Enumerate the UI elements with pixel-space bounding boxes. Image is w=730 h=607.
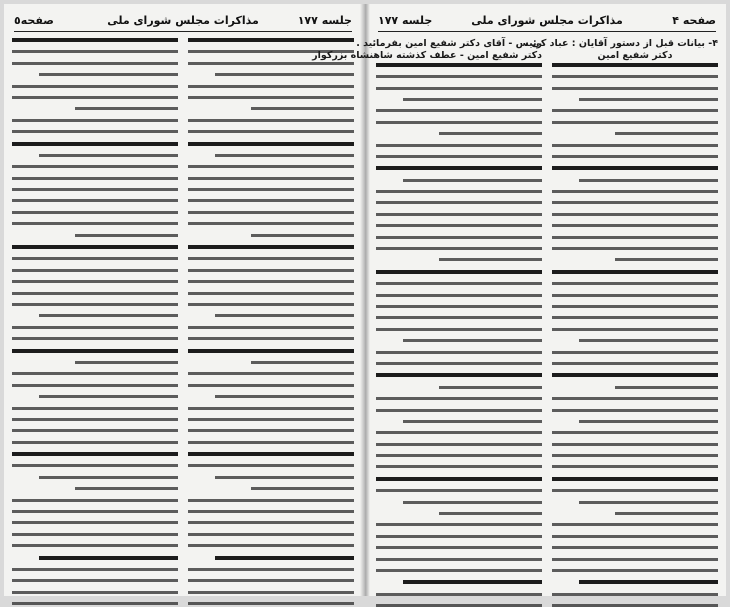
text-line: [12, 165, 178, 168]
text-line: [376, 213, 542, 216]
text-line: [376, 569, 542, 572]
text-line: [552, 109, 718, 112]
text-line: [552, 294, 718, 297]
text-line: [188, 165, 354, 168]
text-line: [215, 476, 354, 479]
text-line: [215, 314, 354, 317]
page-header-title: مذاكرات مجلس شوراى ملى: [471, 14, 623, 27]
text-line: [376, 546, 542, 549]
text-line: [12, 50, 178, 53]
text-line: [12, 62, 178, 65]
text-line: [552, 236, 718, 239]
text-line: [552, 155, 718, 158]
text-line: [12, 521, 178, 524]
text-line: [552, 121, 718, 124]
text-line: [12, 372, 178, 375]
text-line: [188, 130, 354, 133]
text-line: [188, 544, 354, 547]
text-line: [12, 38, 178, 42]
text-line: [12, 407, 178, 410]
text-line: [12, 510, 178, 513]
text-column-left: [12, 38, 178, 590]
right-page: [312, 4, 726, 596]
text-line: [552, 63, 718, 67]
text-line: [188, 269, 354, 272]
text-line: [12, 96, 178, 99]
text-line: [579, 501, 718, 504]
text-line: [12, 199, 178, 202]
text-line: [376, 558, 542, 561]
page-header: [378, 12, 716, 30]
page-header: [14, 12, 352, 30]
text-line: [552, 431, 718, 434]
text-line: [188, 38, 354, 42]
text-line: [12, 602, 178, 605]
text-line: [12, 85, 178, 88]
text-line: [376, 282, 542, 285]
text-line: [12, 188, 178, 191]
text-line: [215, 73, 354, 76]
text-line: [552, 270, 718, 274]
text-line: [75, 234, 178, 237]
text-line: [376, 351, 542, 354]
text-line: [376, 362, 542, 365]
text-line: [376, 593, 542, 596]
text-line: [12, 452, 178, 456]
text-line: [188, 568, 354, 571]
text-line: [12, 418, 178, 421]
text-line: [376, 236, 542, 239]
page-header-title: مذاكرات مجلس شوراى ملى: [107, 14, 259, 27]
text-line: [12, 544, 178, 547]
text-line: [376, 431, 542, 434]
text-line: [12, 533, 178, 536]
text-line: [12, 269, 178, 272]
text-line: [188, 222, 354, 225]
text-line: [552, 224, 718, 227]
text-column-left: [312, 38, 542, 590]
text-line: [376, 190, 542, 193]
text-line: [12, 464, 178, 467]
text-line: [188, 407, 354, 410]
text-line: [376, 454, 542, 457]
text-line: [376, 489, 542, 492]
text-line: [552, 305, 718, 308]
text-line: [579, 339, 718, 342]
text-line: [251, 361, 354, 364]
text-line: [552, 373, 718, 377]
text-line: [552, 593, 718, 596]
text-line: [552, 546, 718, 549]
text-line: [376, 305, 542, 308]
text-line: [376, 328, 542, 331]
text-line: [188, 177, 354, 180]
text-line: [376, 477, 542, 481]
text-line: [579, 420, 718, 423]
text-line: [188, 257, 354, 260]
document-spread: [4, 4, 726, 596]
text-line: [552, 75, 718, 78]
text-line: [376, 247, 542, 250]
text-line: [188, 292, 354, 295]
text-line: [188, 602, 354, 605]
text-line: [188, 337, 354, 340]
text-line: [188, 303, 354, 306]
text-line: [188, 349, 354, 353]
text-line: [439, 386, 542, 389]
text-line: [552, 454, 718, 457]
text-line: [12, 142, 178, 146]
text-line: [376, 75, 542, 78]
text-line: [552, 166, 718, 170]
header-rule: [378, 31, 716, 32]
text-line: [376, 465, 542, 468]
text-line: [439, 258, 542, 261]
text-line: [188, 510, 354, 513]
text-line: [376, 201, 542, 204]
text-line: [188, 280, 354, 283]
text-line: [552, 213, 718, 216]
text-line: [12, 429, 178, 432]
text-line: [552, 351, 718, 354]
text-line: [188, 199, 354, 202]
text-line: [552, 443, 718, 446]
text-line: [376, 63, 542, 67]
text-line: [188, 188, 354, 191]
page-number: صفحه٥: [14, 14, 54, 27]
text-line: [215, 556, 354, 560]
text-line: [403, 580, 542, 584]
text-line: [376, 316, 542, 319]
text-line: [12, 119, 178, 122]
text-line: [188, 591, 354, 594]
text-line: [215, 395, 354, 398]
text-line: [12, 211, 178, 214]
text-line: [188, 326, 354, 329]
text-line: [403, 179, 542, 182]
text-line: [552, 489, 718, 492]
text-column-right: [188, 38, 354, 590]
text-line: [188, 142, 354, 146]
text-line: [376, 144, 542, 147]
column-heading-line: ۴- بيانات قبل از دستور آقايان : عباد كى ،: [524, 38, 718, 49]
text-line: [188, 579, 354, 582]
text-line: [12, 130, 178, 133]
text-line: [552, 477, 718, 481]
page-number: صفحه ۴: [672, 14, 716, 27]
text-line: [12, 337, 178, 340]
column-heading-line: دكتر شفيع امين: [597, 50, 673, 62]
text-line: [12, 257, 178, 260]
text-line: [75, 487, 178, 490]
left-page: [4, 4, 362, 596]
text-line: [39, 154, 178, 157]
session-number: جلسه ۱۷۷: [378, 14, 433, 27]
text-line: [188, 441, 354, 444]
text-line: [251, 234, 354, 237]
text-line: [552, 87, 718, 90]
text-line: [75, 107, 178, 110]
text-line: [552, 201, 718, 204]
text-line: [376, 397, 542, 400]
text-line: [376, 166, 542, 170]
text-line: [12, 349, 178, 353]
text-line: [39, 395, 178, 398]
text-line: [552, 535, 718, 538]
text-line: [188, 429, 354, 432]
text-line: [552, 465, 718, 468]
text-line: [12, 499, 178, 502]
header-rule: [14, 31, 352, 32]
text-line: [188, 119, 354, 122]
text-line: [579, 98, 718, 101]
text-line: [376, 270, 542, 274]
text-line: [552, 558, 718, 561]
text-line: [552, 282, 718, 285]
text-line: [251, 487, 354, 490]
text-line: [376, 409, 542, 412]
column-heading-line: رئيس - آقاى دكتر شفيع امين بفرمائيد .: [356, 38, 542, 49]
session-number: جلسه ۱۷۷: [297, 14, 352, 27]
text-line: [12, 292, 178, 295]
text-line: [552, 569, 718, 572]
text-line: [376, 224, 542, 227]
text-line: [579, 179, 718, 182]
text-line: [188, 533, 354, 536]
text-line: [39, 476, 178, 479]
text-line: [615, 132, 718, 135]
text-line: [12, 326, 178, 329]
text-line: [403, 339, 542, 342]
text-line: [376, 87, 542, 90]
text-line: [39, 73, 178, 76]
text-line: [403, 420, 542, 423]
text-line: [12, 579, 178, 582]
text-line: [403, 98, 542, 101]
text-line: [552, 247, 718, 250]
text-line: [552, 190, 718, 193]
text-line: [188, 211, 354, 214]
text-line: [188, 499, 354, 502]
text-line: [552, 523, 718, 526]
text-line: [12, 441, 178, 444]
text-line: [615, 386, 718, 389]
text-line: [376, 535, 542, 538]
text-line: [552, 316, 718, 319]
text-line: [615, 258, 718, 261]
text-line: [615, 512, 718, 515]
text-line: [12, 303, 178, 306]
text-line: [188, 384, 354, 387]
text-line: [188, 418, 354, 421]
text-line: [188, 245, 354, 249]
text-column-right: [524, 38, 718, 590]
text-line: [376, 155, 542, 158]
text-line: [188, 62, 354, 65]
text-line: [439, 512, 542, 515]
text-line: [75, 361, 178, 364]
text-line: [12, 177, 178, 180]
text-line: [376, 373, 542, 377]
text-line: [39, 314, 178, 317]
text-line: [188, 372, 354, 375]
text-line: [552, 397, 718, 400]
text-line: [376, 443, 542, 446]
text-line: [188, 521, 354, 524]
text-line: [39, 556, 178, 560]
text-line: [12, 222, 178, 225]
text-line: [552, 328, 718, 331]
text-line: [12, 384, 178, 387]
text-line: [215, 154, 354, 157]
text-line: [188, 452, 354, 456]
text-line: [552, 144, 718, 147]
text-line: [439, 132, 542, 135]
text-line: [12, 568, 178, 571]
text-line: [376, 523, 542, 526]
text-line: [12, 245, 178, 249]
text-line: [12, 280, 178, 283]
text-line: [403, 501, 542, 504]
text-line: [376, 121, 542, 124]
text-line: [188, 464, 354, 467]
text-line: [552, 409, 718, 412]
text-line: [188, 85, 354, 88]
text-line: [376, 109, 542, 112]
column-heading-line: دكتر شفيع امين - عطف كذشته شاهنشاه بزركوار: [312, 50, 542, 62]
text-line: [579, 580, 718, 584]
text-line: [376, 294, 542, 297]
text-line: [12, 591, 178, 594]
text-line: [188, 96, 354, 99]
text-line: [552, 362, 718, 365]
text-line: [251, 107, 354, 110]
